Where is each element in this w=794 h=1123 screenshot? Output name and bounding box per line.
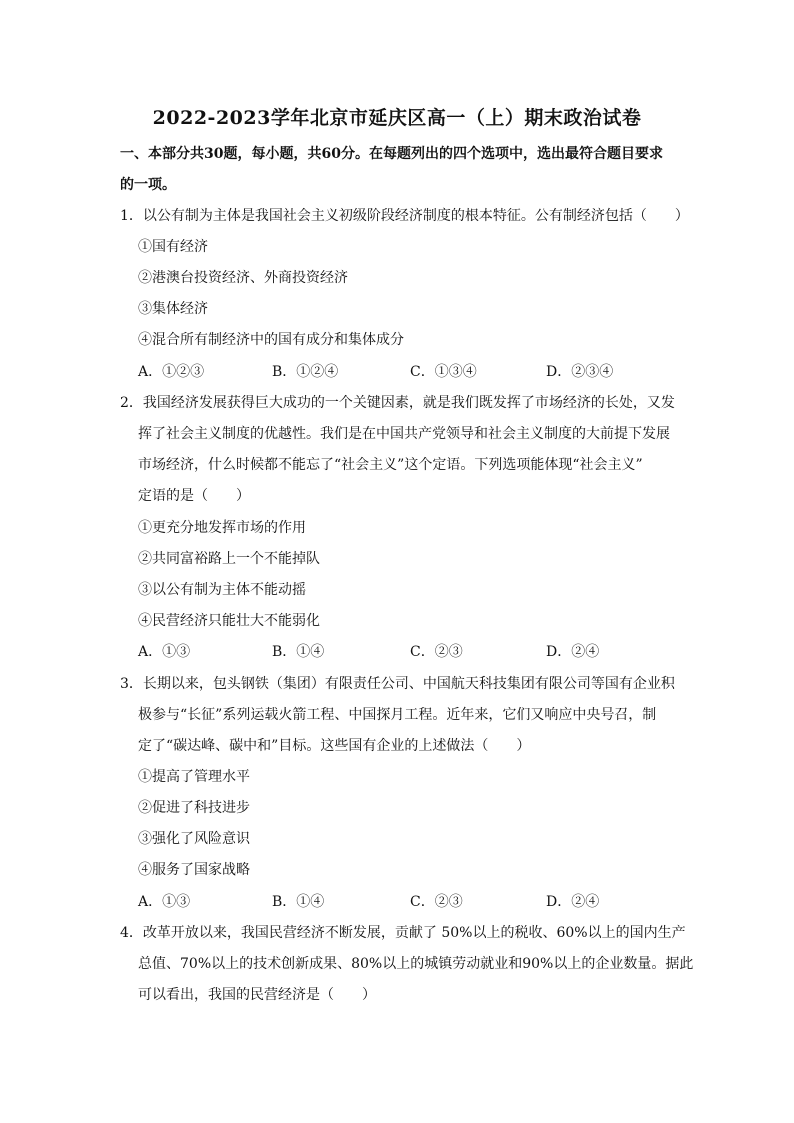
q3-item-2: ②促进了科技进步 [138,800,250,816]
q2-item-3: ③以公有制为主体不能动摇 [138,582,306,598]
q2-item-4: ④民营经济只能壮大不能弱化 [138,613,320,629]
q3-item-1: ①提高了管理水平 [138,769,250,785]
q1-item-1: ①国有经济 [138,239,208,255]
q3-choice-a[interactable]: A．①③ [138,894,191,910]
q2-item-2: ②共同富裕路上一个不能掉队 [138,551,320,567]
q2-stem-line-2: 挥了社会主义制度的优越性。我们是在中国共产党领导和社会主义制度的大前提下发展 [138,426,670,442]
q2-choice-b[interactable]: B．①④ [272,644,325,660]
q1-item-4: ④混合所有制经济中的国有成分和集体成分 [138,332,404,348]
exam-title: 2022-2023学年北京市延庆区高一（上）期末政治试卷 [152,107,642,129]
q2-stem-line-1: 2．我国经济发展获得巨大成功的一个关键因素，就是我们既发挥了市场经济的长处，又发 [120,395,675,411]
section-instruction-line-2: 的一项。 [120,177,176,193]
q3-choice-b[interactable]: B．①④ [272,894,325,910]
q1-choice-c[interactable]: C．①③④ [410,364,477,380]
q2-choice-c[interactable]: C．②③ [410,644,463,660]
q4-stem-line-3: 可以看出，我国的民营经济是（ ） [138,987,376,1003]
q3-choice-c[interactable]: C．②③ [410,894,463,910]
q2-stem-line-4: 定语的是（ ） [138,488,250,504]
q3-choice-d[interactable]: D．②④ [546,894,600,910]
q3-item-4: ④服务了国家战略 [138,862,250,878]
q3-stem-line-1: 3．长期以来，包头钢铁（集团）有限责任公司、中国航天科技集团有限公司等国有企业积 [120,676,675,692]
q2-choice-d[interactable]: D．②④ [546,644,600,660]
q3-stem-line-3: 定了“碳达峰、碳中和”目标。这些国有企业的上述做法（ ） [138,738,531,754]
q1-item-2: ②港澳台投资经济、外商投资经济 [138,270,348,286]
q1-item-3: ③集体经济 [138,301,208,317]
q1-choice-b[interactable]: B．①②④ [272,364,339,380]
section-instruction-line-1: 一、本部分共30题，每小题，共60分。在每题列出的四个选项中，选出最符合题目要求 [120,146,663,162]
q3-item-3: ③强化了风险意识 [138,831,250,847]
q1-choice-d[interactable]: D．②③④ [546,364,614,380]
q2-stem-line-3: 市场经济，什么时候都不能忘了“社会主义”这个定语。下列选项能体现“社会主义” [138,457,643,473]
q3-stem-line-2: 极参与“长征”系列运载火箭工程、中国探月工程。近年来，它们又响应中央号召，制 [138,707,657,723]
q4-stem-line-2: 总值、70%以上的技术创新成果、80%以上的城镇劳动就业和90%以上的企业数量。据此 [138,956,694,972]
section-instruction [120,139,680,201]
q1-choice-a[interactable]: A．①②③ [138,364,205,380]
q2-choice-a[interactable]: A．①③ [138,644,191,660]
q2-item-1: ①更充分地发挥市场的作用 [138,520,306,536]
q1-stem-line-1: 1．以公有制为主体是我国社会主义初级阶段经济制度的根本特征。公有制经济包括（ ） [120,208,689,224]
q4-stem-line-1: 4．改革开放以来，我国民营经济不断发展，贡献了 50%以上的税收、60%以上的国内生产 [120,925,686,941]
